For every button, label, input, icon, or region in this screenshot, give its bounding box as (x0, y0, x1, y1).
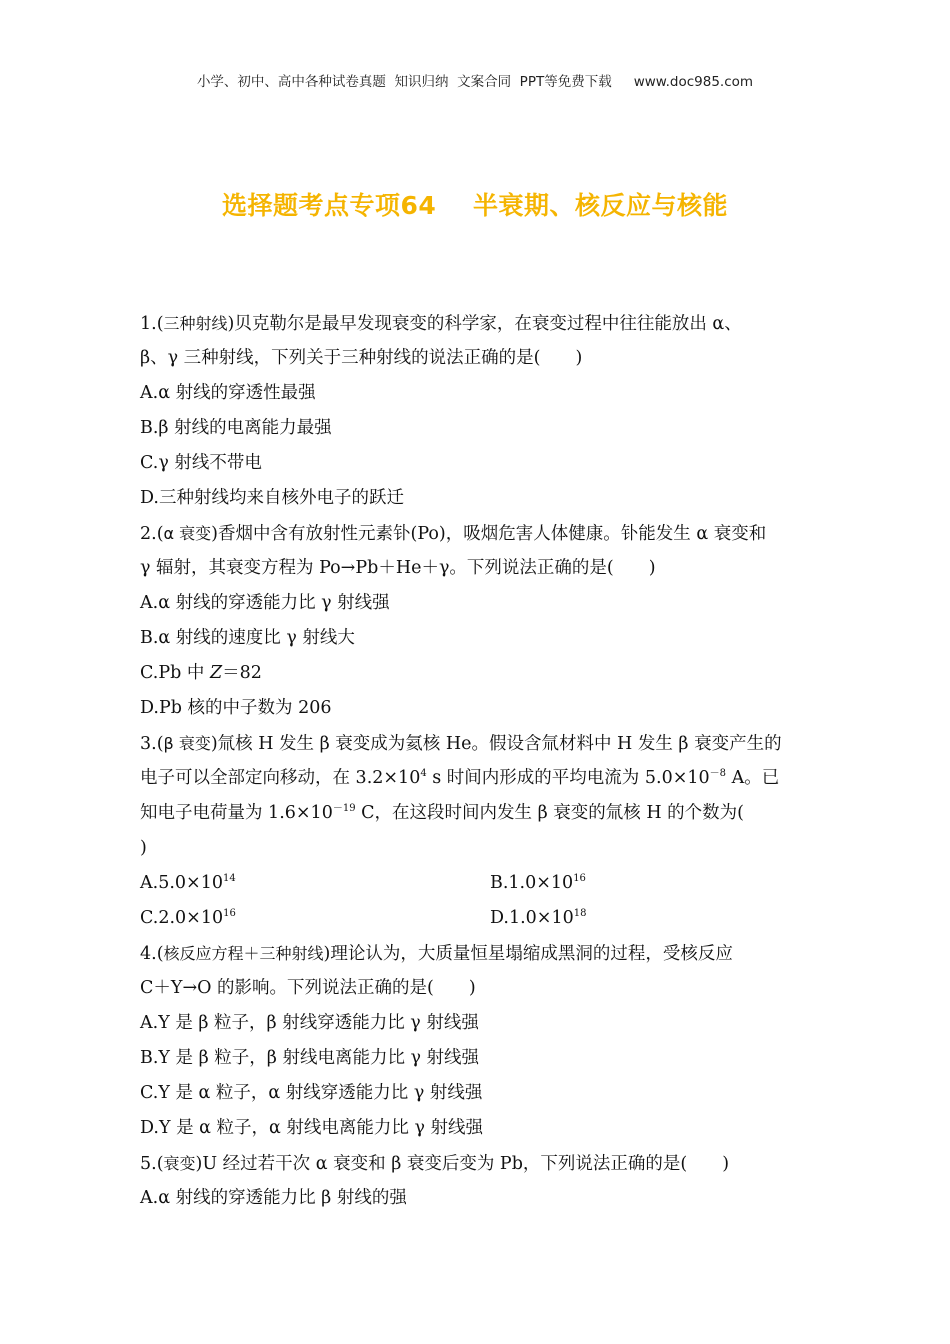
q3-opta-base: A.5.0×10 (140, 873, 223, 893)
q3-l3-pre: 知电子电荷量为 1.6×10 (140, 803, 333, 823)
q3-text1: 氚核 H 发生 β 衰变成为氦核 He。假设含氚材料中 H 发生 β 衰变产生的 (217, 734, 782, 754)
q2-text1: 香烟中含有放射性元素钋(Po)，吸烟危害人体健康。钋能发生 α 衰变和 (218, 524, 767, 544)
q3-optb-base: B.1.0×10 (490, 873, 574, 893)
q3-opta-exp: 14 (222, 873, 236, 884)
q1-stem-line2: β、γ 三种射线，下列关于三种射线的说法正确的是( ) (140, 348, 583, 368)
q2-tag: α 衰变 (163, 524, 212, 543)
q3-option-d (490, 901, 586, 936)
q1-option-b: B.β 射线的电离能力最强 (140, 418, 332, 438)
q4-option-c: C.Y 是 α 粒子，α 射线穿透能力比 γ 射线强 (140, 1083, 483, 1103)
q1-text1: 贝克勒尔是最早发现衰变的科学家，在衰变过程中往往能放出 α、 (234, 314, 742, 334)
q4-option-a: A.Y 是 β 粒子，β 射线穿透能力比 γ 射线强 (140, 1013, 479, 1033)
q3-stem-line1: 3.(β 衰变)氚核 H 发生 β 衰变成为氦核 He。假设含氚材料中 H 发生 β 衰变产生的 (140, 734, 782, 754)
q2-option-b: B.α 射线的速度比 γ 射线大 (140, 628, 355, 648)
q4-stem-line2: C＋Y→O 的影响。下列说法正确的是( ) (140, 978, 476, 998)
q2-optc-post: ＝82 (222, 663, 262, 683)
q4-option-d: D.Y 是 α 粒子，α 射线电离能力比 γ 射线强 (140, 1118, 483, 1138)
q1-option-d: D.三种射线均来自核外电子的跃迁 (140, 488, 404, 508)
q3-optd-exp: 18 (573, 908, 587, 919)
q2-stem-line1: 2.(α 衰变)香烟中含有放射性元素钋(Po)，吸烟危害人体健康。钋能发生 α 衰变和 (140, 524, 767, 544)
q2-option-c (140, 656, 812, 691)
q3-optb-exp: 16 (573, 873, 586, 884)
page-header (0, 70, 950, 90)
q3-option-c (140, 908, 236, 928)
q3-options-row1 (140, 866, 812, 901)
q3-stem-line2 (140, 761, 812, 796)
q2-option-d: D.Pb 核的中子数为 206 (140, 698, 332, 718)
q1-tag: 三种射线 (163, 314, 228, 333)
page-title: 选择题考点专项64 半衰期、核反应与核能 (221, 191, 729, 220)
q3-optc-exp: 16 (223, 908, 236, 919)
q4-tag: 核反应方程＋三种射线 (163, 944, 324, 963)
q3-l3-exp: －19 (332, 803, 356, 814)
q3-l2-pre: 电子可以全部定向移动，在 3.2×10 (140, 768, 421, 788)
q3-l2-mid: s 时间内形成的平均电流为 5.0×10 (426, 768, 710, 788)
q3-stem-line4: ) (140, 838, 147, 858)
q2-stem-line2: γ 辐射，其衰变方程为 Po→Pb＋He＋γ。下列说法正确的是( ) (140, 558, 656, 578)
q3-l2-exp2: －8 (709, 768, 727, 779)
header-text: 小学、初中、高中各种试卷真题 知识归纳 文案合同 PPT等免费下载 (196, 74, 612, 90)
q5-text1: U 经过若干次 α 衰变和 β 衰变后变为 Pb，下列说法正确的是( ) (202, 1154, 730, 1174)
q3-optd-base: D.1.0×10 (490, 908, 574, 928)
q2-optc-pre: C.Pb 中 (140, 663, 210, 683)
q3-tag: β 衰变 (163, 734, 211, 753)
q3-option-a (140, 873, 236, 893)
q4-stem-line1: 4.(核反应方程＋三种射线)理论认为，大质量恒星塌缩成黑洞的过程，受核反应 (140, 944, 733, 964)
q3-l2-post: A。已 (726, 768, 780, 788)
q3-l3-post: C，在这段时间内发生 β 衰变的氚核 H 的个数为( (355, 803, 744, 823)
q5-option-a: A.α 射线的穿透能力比 β 射线的强 (140, 1188, 407, 1208)
q1-stem-line1: 1.(三种射线)贝克勒尔是最早发现衰变的科学家，在衰变过程中往往能放出 α、 (140, 314, 742, 334)
q3-optc-base: C.2.0×10 (140, 908, 224, 928)
q5-stem-line1: 5.(衰变)U 经过若干次 α 衰变和 β 衰变后变为 Pb，下列说法正确的是( ) (140, 1154, 730, 1174)
q3-option-b (490, 866, 586, 901)
q3-stem-line3 (140, 796, 812, 831)
q3-l2-exp1: 4 (420, 768, 427, 779)
q2-option-a: A.α 射线的穿透能力比 γ 射线强 (140, 593, 390, 613)
question-list (140, 306, 812, 1216)
q3-options-row2 (140, 901, 812, 936)
q4-option-b: B.Y 是 β 粒子，β 射线电离能力比 γ 射线强 (140, 1048, 480, 1068)
header-site: www.doc985.com (633, 74, 754, 90)
q1-option-a: A.α 射线的穿透性最强 (140, 383, 316, 403)
q5-tag: 衰变 (163, 1154, 196, 1173)
q4-text1: 理论认为，大质量恒星塌缩成黑洞的过程，受核反应 (330, 944, 733, 964)
q2-optc-var: Z (209, 663, 223, 683)
q1-option-c: C.γ 射线不带电 (140, 453, 262, 473)
